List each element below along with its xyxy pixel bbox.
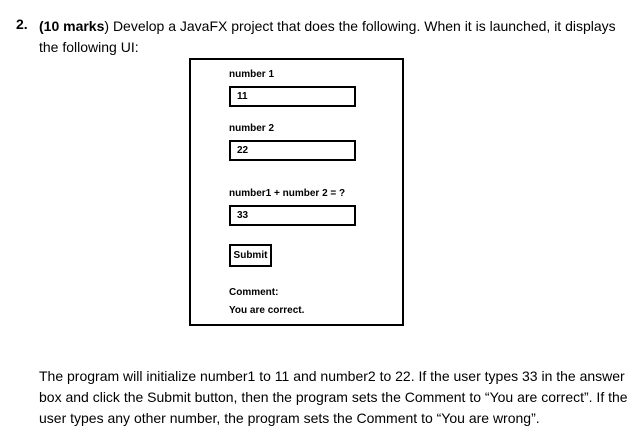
number1-field[interactable]: 11 — [229, 86, 356, 107]
question-text — [39, 16, 629, 58]
number1-label: number 1 — [229, 69, 275, 80]
comment-text: You are correct. — [229, 305, 305, 316]
submit-button[interactable]: Submit — [229, 244, 272, 267]
description-paragraph: The program will initialize number1 to 11 and number2 to 22. If the user types 33 in the answer box and click the Submit button, then the program sets the Comment to “You are correct”. If the user types any other number, the program sets the Comment to “You are wrong”. — [39, 368, 628, 426]
number2-field[interactable]: 22 — [229, 140, 356, 161]
javafx-ui-mockup — [189, 58, 404, 326]
answer-field[interactable]: 33 — [229, 205, 356, 226]
number2-label: number 2 — [229, 123, 275, 134]
comment-label: Comment: — [229, 287, 279, 298]
question-number: 2. — [16, 16, 28, 32]
question-marks: (10 marks — [39, 18, 105, 34]
question-body: ) Develop a JavaFX project that does the following. When it is launched, it displays the following UI: — [39, 18, 616, 55]
sum-label: number1 + number 2 = ? — [229, 188, 346, 199]
